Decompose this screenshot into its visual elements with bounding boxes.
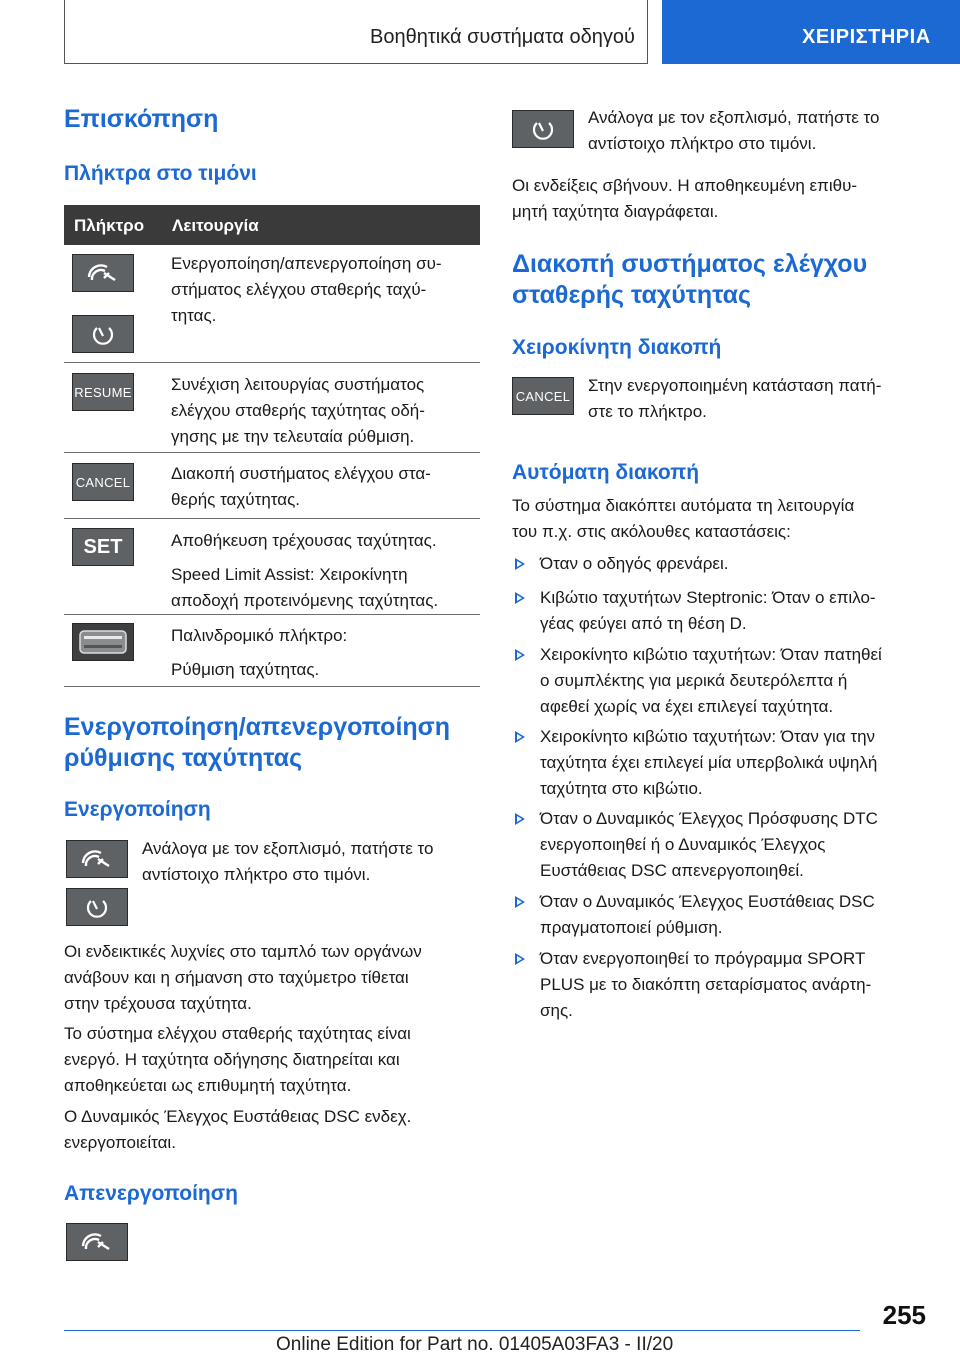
- text-line: γέας φεύγει από τη θέση D.: [540, 614, 747, 633]
- bullet-arrow-icon: [515, 592, 525, 604]
- heading-line: σταθερής ταχύτητας: [512, 281, 752, 309]
- text-line: ανάβουν και η σήμανση στο ταχύμετρο τίθεται: [64, 968, 409, 987]
- speedometer-icon: [529, 115, 557, 143]
- cruise-speed-button: [72, 315, 134, 353]
- resume-label: RESUME: [74, 384, 132, 400]
- heading-line: Διακοπή συστήματος ελέγχου: [512, 250, 868, 278]
- table-row-divider: [64, 452, 480, 453]
- text-line: ενεργό. Η ταχύτητα οδήγησης διατηρείται και: [64, 1050, 400, 1069]
- text-line: ο συμπλέκτης για μερικά δευτερόλεπτα ή: [540, 671, 848, 690]
- row2-line: ελέγχου σταθερής ταχύτητας οδή-: [171, 401, 425, 420]
- bullet-arrow-icon: [515, 649, 525, 661]
- heading-activation: [64, 712, 450, 774]
- text-line: αποθηκεύεται ως επιθυμητή ταχύτητα.: [64, 1076, 352, 1095]
- row2-text: [171, 372, 425, 450]
- chapter-title: Βοηθητικά συστήματα οδηγού: [370, 26, 635, 48]
- edition-footer: Online Edition for Part no. 01405A03FA3 - II/20: [276, 1334, 674, 1355]
- row3-line: θερής ταχύτητας.: [171, 490, 300, 509]
- heading-auto-interrupt: Αυτόματη διακοπή: [512, 461, 700, 484]
- cancel-label: CANCEL: [515, 388, 571, 404]
- table-row-divider: [64, 614, 480, 615]
- list-item: [540, 551, 728, 577]
- row4-line: Αποθήκευση τρέχουσας ταχύτητας.: [171, 531, 437, 550]
- cruise-speed-button: [66, 888, 128, 926]
- text-line: στην τρέχουσα ταχύτητα.: [64, 994, 252, 1013]
- row4-text: [171, 528, 438, 614]
- table-header: [64, 205, 480, 245]
- text-line: Στην ενεργοποιημένη κατάσταση πατή-: [588, 376, 882, 395]
- text-line: ενεργοποιείται.: [64, 1133, 176, 1152]
- row1-text: [171, 251, 442, 329]
- text-line: PLUS με το διακόπτη σεταρίσματος ανάρτη-: [540, 975, 872, 994]
- heading-activate: Ενεργοποίηση: [64, 798, 211, 821]
- list-item: [540, 585, 876, 637]
- table-row-divider: [64, 362, 480, 363]
- row3-line: Διακοπή συστήματος ελέγχου στα-: [171, 464, 431, 483]
- cruise-onoff-button: [66, 1223, 128, 1261]
- text-line: Χειροκίνητο κιβώτιο ταχυτήτων: Όταν για την: [540, 727, 876, 746]
- manual-text: [588, 373, 881, 425]
- text-line: του π.χ. στις ακόλουθες καταστάσεις:: [512, 522, 791, 541]
- text-line: Ανάλογα με τον εξοπλισμό, πατήστε το: [142, 839, 434, 858]
- row5-text: [171, 623, 347, 683]
- table-row-divider: [64, 686, 480, 687]
- text-line: Όταν ο Δυναμικός Έλεγχος Πρόσφυσης DTC: [540, 809, 878, 828]
- heading-line: Ενεργοποίηση/απενεργοποίηση: [64, 713, 451, 741]
- set-button: [72, 528, 134, 566]
- row5-line: Ρύθμιση ταχύτητας.: [171, 660, 320, 679]
- text-line: αφεθεί χωρίς να έχει επιλεγεί ταχύτητα.: [540, 697, 834, 716]
- header-section-tab: [662, 0, 960, 64]
- text-line: Οι ενδείξεις σβήνουν. Η αποθηκευμένη επιθυ-: [512, 176, 858, 195]
- bullet-arrow-icon: [515, 558, 525, 570]
- rocker-switch-icon: [77, 627, 129, 657]
- paragraph-indicator: [64, 939, 422, 1017]
- resume-button: [72, 373, 134, 411]
- text-line: ενεργοποιηθεί ή ο Δυναμικός Έλεγχος: [540, 835, 826, 854]
- list-item: [540, 642, 882, 720]
- footer-divider: [64, 1330, 860, 1331]
- speedometer-icon: [89, 320, 117, 348]
- bullet-arrow-icon: [515, 813, 525, 825]
- text-line: πραγματοποιεί ρύθμιση.: [540, 918, 723, 937]
- row2-line: Συνέχιση λειτουργίας συστήματος: [171, 375, 425, 394]
- text-line: Το σύστημα ελέγχου σταθερής ταχύτητας είναι: [64, 1024, 411, 1043]
- cancel-button: [512, 377, 574, 415]
- text-line: στε το πλήκτρο.: [588, 402, 707, 421]
- deactivate-text: [588, 105, 879, 157]
- bullet-arrow-icon: [515, 731, 525, 743]
- text-line: Όταν ενεργοποιηθεί το πρόγραμμα SPORT: [540, 949, 866, 968]
- row4-line: Speed Limit Assist: Χειροκίνητη: [171, 565, 408, 584]
- row3-text: [171, 461, 431, 513]
- list-item: [540, 806, 878, 884]
- text-line: μητή ταχύτητα διαγράφεται.: [512, 202, 719, 221]
- auto-intro: [512, 493, 854, 545]
- list-item: [540, 724, 877, 802]
- text-line: Όταν ο Δυναμικός Έλεγχος Ευστάθειας DSC: [540, 892, 875, 911]
- heading-interrupt: [512, 249, 867, 311]
- text-line: ταχύτητα στο κιβώτιο.: [540, 779, 703, 798]
- heading-line: ρύθμισης ταχύτητας: [64, 744, 303, 772]
- cruise-speed-button: [512, 110, 574, 148]
- text-line: σης.: [540, 1001, 573, 1020]
- set-label: SET: [83, 535, 123, 558]
- cancel-button: [72, 463, 134, 501]
- text-line: Το σύστημα διακόπτει αυτόματα τη λειτουργία: [512, 496, 855, 515]
- text-line: Ανάλογα με τον εξοπλισμό, πατήστε το: [588, 108, 880, 127]
- row5-line: Παλινδρομικό πλήκτρο:: [171, 626, 348, 645]
- heading-steering-keys: Πλήκτρα στο τιμόνι: [64, 162, 257, 185]
- text-line: αντίστοιχο πλήκτρο στο τιμόνι.: [142, 865, 371, 884]
- row2-line: γησης με την τελευταία ρύθμιση.: [171, 427, 415, 446]
- speedometer-icon: [83, 893, 111, 921]
- col-key-header: Πλήκτρο: [74, 216, 145, 235]
- table-row-divider: [64, 518, 480, 519]
- page-number: 255: [882, 1300, 926, 1330]
- cruise-control-icon: [77, 1230, 117, 1254]
- text-line: Κιβώτιο ταχυτήτων Steptronic: Όταν ο επιλο-: [540, 588, 876, 607]
- text-line: ταχύτητα έχει επιλεγεί μία υπερβολικά υψηλή: [540, 753, 878, 772]
- row1-line: στήματος ελέγχου σταθερής ταχύ-: [171, 280, 427, 299]
- text-line: Ο Δυναμικός Έλεγχος Ευστάθειας DSC ενδεχ.: [64, 1107, 412, 1126]
- cruise-control-icon: [83, 261, 123, 285]
- activate-text: [142, 836, 433, 888]
- text-line: αντίστοιχο πλήκτρο στο τιμόνι.: [588, 134, 817, 153]
- section-title: ΧΕΙΡΙΣΤΗΡΙΑ: [802, 26, 931, 48]
- text-line: Ευστάθειας DSC απενεργοποιηθεί.: [540, 861, 804, 880]
- row1-line: Ενεργοποίηση/απενεργοποίηση συ-: [171, 254, 442, 273]
- cruise-onoff-button: [66, 840, 128, 878]
- header-chapter-box: [64, 0, 648, 64]
- cancel-label: CANCEL: [75, 474, 131, 490]
- paragraph-active: [64, 1021, 411, 1099]
- paragraph-dsc: [64, 1104, 411, 1156]
- col-function-header: Λειτουργία: [172, 216, 259, 235]
- paragraph-deactivate: [512, 173, 857, 225]
- bullet-arrow-icon: [515, 953, 525, 965]
- cruise-onoff-button: [72, 254, 134, 292]
- heading-overview: Επισκόπηση: [64, 105, 219, 133]
- bullet-arrow-icon: [515, 896, 525, 908]
- text-line: Όταν ο οδηγός φρενάρει.: [540, 554, 729, 573]
- rocker-switch: [72, 623, 134, 661]
- cruise-control-icon: [77, 847, 117, 871]
- heading-manual-interrupt: Χειροκίνητη διακοπή: [512, 336, 722, 359]
- list-item: [540, 946, 871, 1024]
- row1-line: τητας.: [171, 306, 217, 325]
- list-item: [540, 889, 875, 941]
- row4-line: αποδοχή προτεινόμενης ταχύτητας.: [171, 591, 439, 610]
- text-line: Χειροκίνητο κιβώτιο ταχυτήτων: Όταν πατηθεί: [540, 645, 882, 664]
- text-line: Οι ενδεικτικές λυχνίες στο ταμπλό των οργάνων: [64, 942, 422, 961]
- heading-deactivate: Απενεργοποίηση: [64, 1182, 238, 1205]
